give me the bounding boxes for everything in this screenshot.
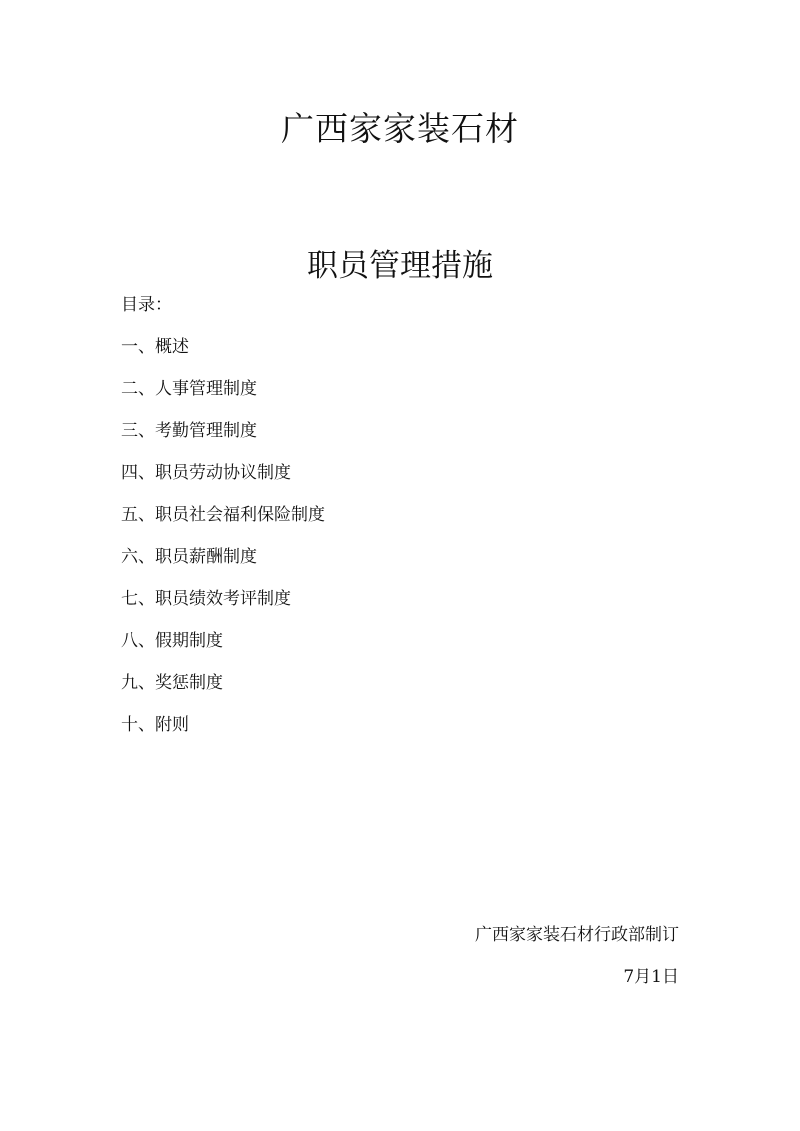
toc-item-overview: 一、概述 — [121, 337, 189, 357]
issuer-line: 广西家家装石材行政部制订 — [475, 925, 679, 945]
company-title: 广西家家装石材 — [281, 109, 519, 148]
toc-item-attendance: 三、考勤管理制度 — [121, 421, 257, 441]
toc-item-performance: 七、职员绩效考评制度 — [121, 589, 291, 609]
document-footer — [475, 920, 679, 992]
toc-item-appendix: 十、附则 — [121, 715, 189, 735]
toc-item-personnel: 二、人事管理制度 — [121, 379, 257, 399]
toc-heading: 目录： — [121, 295, 172, 315]
toc-item-social-insurance: 五、职员社会福利保险制度 — [121, 505, 325, 525]
issue-date: 7月1日 — [623, 967, 679, 987]
toc-item-leave: 八、假期制度 — [121, 631, 223, 651]
toc-item-labor-contract: 四、职员劳动协议制度 — [121, 463, 291, 483]
toc-item-salary: 六、职员薪酬制度 — [121, 547, 257, 567]
table-of-contents — [121, 290, 681, 752]
toc-list — [121, 332, 681, 740]
document-title: 职员管理措施 — [307, 248, 493, 284]
toc-item-reward-penalty: 九、奖惩制度 — [121, 673, 223, 693]
